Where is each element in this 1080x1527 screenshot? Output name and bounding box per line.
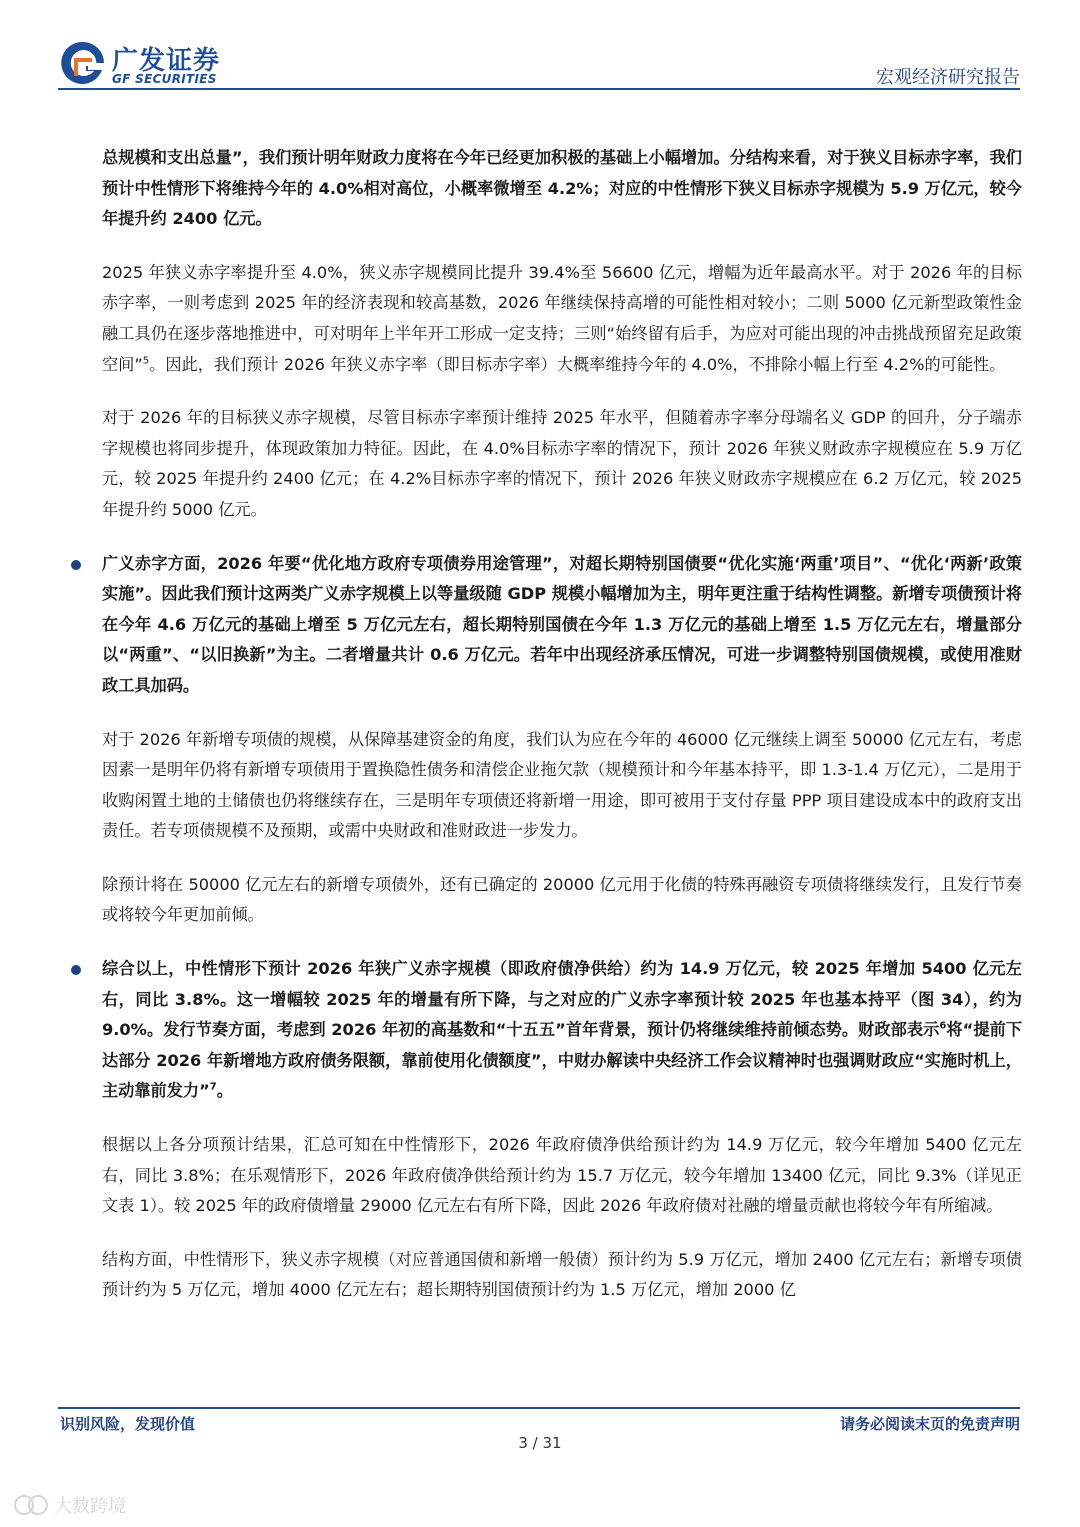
- paragraph: 对于 2026 年的目标狭义赤字规模，尽管目标赤字率预计维持 2025 年水平，但随着赤字率分母端名义 GDP 的回升，分子端赤字规模也将同步提升，体现政策加力特征。因此，在 4.0%目标赤字率的情况下，预计 2026 年狭义财政赤字规模应在 5.9 万亿元，较 2025 年提升约 2400 亿元；在 4.2%目标赤字率的情况下，预计 2026 年狭义财政赤字规模应在 6.2 万亿元，较 2025 年提升约 5000 亿元。: [102, 408, 1022, 519]
- footer-divider: [58, 1407, 1020, 1409]
- watermark: [12, 1490, 162, 1520]
- page-number: 3 / 31: [518, 1434, 562, 1452]
- paragraph: 总规模和支出总量”，我们预计明年财政力度将在今年已经更加积极的基础上小幅增加。分结构来看，对于狭义目标赤字率，我们预计中性情形下将维持今年的 4.0%相对高位，小概率微增至 4.2%；对应的中性情形下狭义目标赤字规模为 5.9 万亿元，较今年提升约 2400 亿元。: [102, 148, 1022, 229]
- header-divider: [58, 88, 1020, 90]
- footnote-ref: 6: [939, 1020, 947, 1032]
- paragraph: 根据以上各分项预计结果，汇总可知在中性情形下，2026 年政府债净供给预计约为 14.9 万亿元，较今年增加 5400 亿元左右，同比 3.8%；在乐观情形下，2026 年政府债净供给预计约为 15.7 万亿元，较今年增加 13400 亿元，同比 9.3%（详见正文表 1）。较 2025 年的政府债增量 29000 亿元左右有所下降，因此 2026 年政府债对社融的增量贡献也将较今年有所缩减。: [102, 1135, 1022, 1216]
- page-header: [0, 0, 1080, 95]
- footer-slogan: 识别风险，发现价值: [60, 1415, 196, 1433]
- footer-disclaimer-note: 请务必阅读末页的免责声明: [839, 1415, 1020, 1433]
- footnote-ref: 5: [142, 355, 150, 367]
- bullet-icon: [71, 560, 81, 570]
- paragraph: 广义赤字方面，2026 年要“优化地方政府专项债券用途管理”，对超长期特别国债要“优化实施‘两重’项目”、“优化‘两新’政策实施”。因此我们预计这两类广义赤字规模上以等量级随 GDP 规模小幅增加为主，明年更注重于结构性调整。新增专项债预计将在今年 4.6 万亿元的基础上增至 5 万亿元左右，超长期特别国债在今年 1.3 万亿元的基础上增至 1.5 万亿元左右，增量部分以“两重”、“以旧换新”为主。二者增量共计 0.6 万亿元。若年中出现经济承压情况，可进一步调整特别国债规模，或使用准财政工具加码。: [102, 553, 1022, 695]
- paragraph-text: 综合以上，中性情形下预计 2026 年狭广义赤字规模（即政府债净供给）约为 14.9 万亿元，较 2025 年增加 5400 亿元左右，同比 3.8%。这一增幅较 2025 年的增量有所下降，与之对应的广义赤字率预计较 2025 年也基本持平（图 34），约为 9.0%。发行节奏方面，考虑到 2026 年初的高基数和“十五五”首年背景，预计仍将继续维持前倾态势。财政部表示: [102, 959, 1022, 1040]
- paragraph: 除预计将在 50000 亿元左右的新增专项债外，还有已确定的 20000 亿元用于化债的特殊再融资专项债将继续发行，且发行节奏或将较今年更加前倾。: [102, 874, 1022, 925]
- paragraph: 结构方面，中性情形下，狭义赤字规模（对应普通国债和新增一般债）预计约为 5.9 万亿元，增加 2400 亿元左右；新增专项债预计约为 5 万亿元，增加 4000 亿元左右；超长期特别国债预计约为 1.5 万亿元，增加 2000 亿: [102, 1249, 1022, 1300]
- company-logo: [58, 38, 228, 88]
- watermark-text: 大数跨境: [54, 1496, 126, 1517]
- bullet-icon: [71, 965, 81, 975]
- document-body: [102, 143, 1022, 1306]
- paragraph: [102, 954, 1022, 1107]
- watermark-logo-icon: [12, 1490, 162, 1520]
- report-type: 宏观经济研究报告: [876, 67, 1020, 88]
- gf-logo-icon: [58, 38, 108, 88]
- paragraph: [102, 258, 1022, 380]
- logo-text-cn: 广发证券: [112, 46, 221, 76]
- paragraph: 对于 2026 年新增专项债的规模，从保障基建资金的角度，我们认为应在今年的 46000 亿元继续上调至 50000 亿元左右，考虑因素一是明年仍将有新增专项债用于置换隐性债务和清偿企业拖欠款（规模预计和今年基本持平，即 1.3-1.4 万亿元），二是用于收购闲置土地的土储债也仍将继续存在，三是明年专项债还将新增一用途，即可被用于支付存量 PPP 项目建设成本中的政府支出责任。若专项债规模不及预期，或需中央财政和准财政进一步发力。: [102, 729, 1022, 841]
- paragraph-text: 。: [216, 1081, 233, 1101]
- bullet-item: [102, 954, 1022, 1107]
- logo-text-en: GF SECURITIES: [112, 72, 217, 86]
- paragraph-text: 2025 年狭义赤字率提升至 4.0%，狭义赤字规模同比提升 39.4%至 56600 亿元，增幅为近年最高水平。对于 2026 年的目标赤字率，一则考虑到 2025 年的经济表现和较高基数，2026 年继续保持高增的可能性相对较小；二则 5000 亿元新型政策性金融工具仍在逐步落地推进中，可对明年上半年开工形成一定支持；三则“始终留有后手，为应对可能出现的冲击挑战预留充足政策空间”: [102, 262, 1022, 374]
- paragraph-text: 将“提前下达部分 2026 年新增地方政府债务限额，靠前使用化债额度”，中财办解读中央经济工作会议精神时也强调财政应“实施时机上，主动靠前发力”: [102, 1020, 1023, 1101]
- paragraph-text: 。因此，我们预计 2026 年狭义赤字率（即目标赤字率）大概率维持今年的 4.0%，不排除小幅上行至 4.2%的可能性。: [149, 354, 1006, 374]
- footnote-ref: 7: [209, 1082, 217, 1094]
- bullet-item: [102, 549, 1022, 702]
